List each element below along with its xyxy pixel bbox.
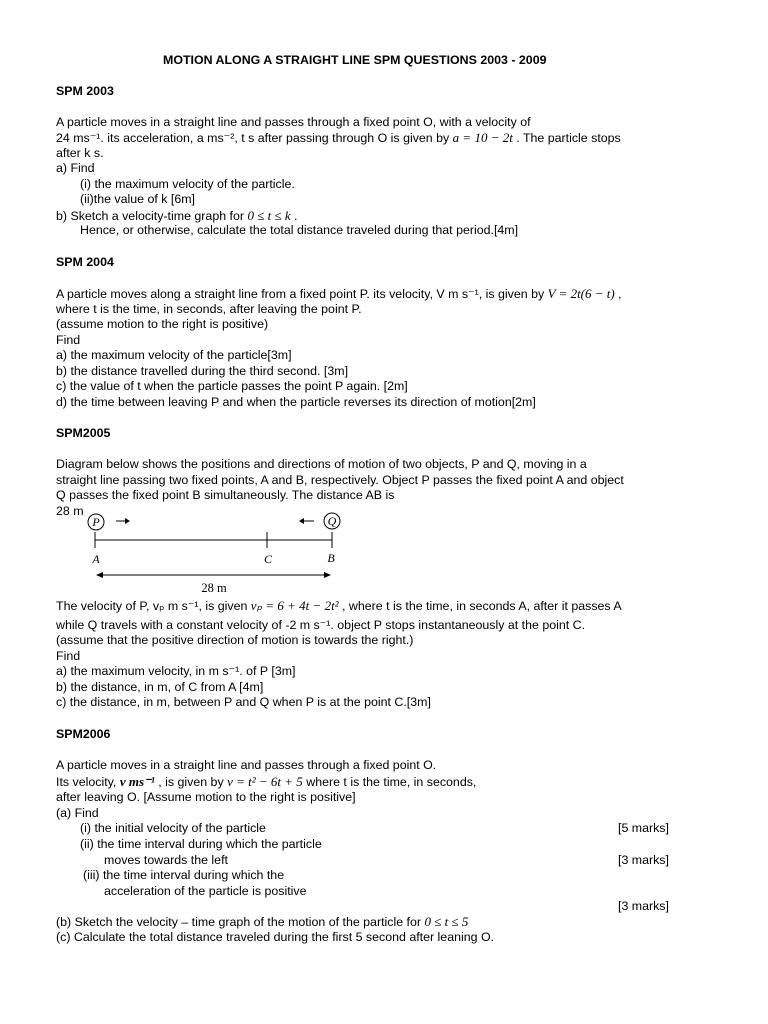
- section-heading-2005: SPM2005: [56, 426, 111, 440]
- q2006-part-a-ii: (ii) the time interval during which the particle: [80, 837, 322, 851]
- q2006-line3: after leaving O. [Assume motion to the right is positive]: [56, 790, 356, 804]
- q2004-velocity-formula: V = 2t(6 − t): [547, 286, 615, 301]
- q2006-line2: [56, 774, 476, 791]
- q2003-part-b-end: .: [290, 209, 298, 223]
- point-b-label: B: [327, 551, 335, 565]
- q2005-velocity-line2: while Q travels with a constant velocity of -2 m s⁻¹. object P stops instantaneously at the point C.: [56, 618, 586, 632]
- q2006-part-a-iii-marks: [3 marks]: [618, 899, 669, 913]
- q2003-line2-end: . The particle stops: [512, 131, 621, 145]
- q2006-part-a-iii: (iii) the time interval during which the: [83, 868, 285, 882]
- q2005-velocity-formula: vₚ = 6 + 4t − 2t²: [250, 598, 339, 613]
- q2003-range-formula: 0 ≤ t ≤ k: [247, 208, 291, 223]
- q2004-line3: (assume motion to the right is positive): [56, 317, 269, 331]
- q2006-part-b: [56, 914, 468, 931]
- q2005-v1-text: The velocity of P, vₚ m s⁻¹, is given: [56, 599, 251, 613]
- q2003-part-b-2: Hence, or otherwise, calculate the total distance traveled during that period.[4m]: [80, 223, 519, 237]
- q2004-line1-text: A particle moves along a straight line from a fixed point P. its velocity, V m s⁻¹, is given by: [56, 287, 548, 301]
- q2006-part-a-i: (i) the initial velocity of the particle: [80, 821, 266, 835]
- object-p-label: P: [92, 515, 100, 529]
- q2005-line3: Q passes the fixed point B simultaneously. The distance AB is: [56, 488, 395, 502]
- q2006-part-a: (a) Find: [56, 806, 99, 820]
- arrow-right-head: [125, 518, 130, 524]
- distance-label: 28 m: [201, 581, 227, 595]
- page-title: MOTION ALONG A STRAIGHT LINE SPM QUESTIONS 2003 - 2009: [163, 53, 547, 67]
- q2005-velocity-line1: [56, 598, 622, 615]
- q2005-line4: 28 m: [56, 504, 84, 518]
- q2006-part-a-ii-marks: [3 marks]: [618, 853, 669, 867]
- q2004-part-b: b) the distance travelled during the third second. [3m]: [56, 364, 349, 378]
- q2005-v1-end: , where t is the time, in seconds A, after it passes A: [338, 599, 622, 613]
- q2003-part-a: a) Find: [56, 161, 95, 175]
- q2004-line1-end: ,: [614, 287, 622, 301]
- section-heading-2003: SPM 2003: [56, 84, 114, 98]
- q2006-velocity-unit: v ms⁻¹: [119, 774, 155, 789]
- q2006-line1: A particle moves in a straight line and passes through a fixed point O.: [56, 758, 437, 772]
- q2005-find: Find: [56, 649, 81, 663]
- distance-arrow-right: [324, 572, 331, 578]
- point-a-label: A: [92, 552, 100, 566]
- arrow-left-head: [299, 518, 304, 524]
- q2006-part-a-iii-2: acceleration of the particle is positive: [104, 884, 307, 898]
- point-c-label: C: [263, 552, 273, 566]
- q2006-part-a-i-marks: [5 marks]: [618, 821, 669, 835]
- q2005-line1: Diagram below shows the positions and directions of motion of two objects, P and Q, moving in a: [56, 457, 587, 471]
- motion-diagram: [80, 508, 360, 598]
- q2005-part-c: c) the distance, in m, between P and Q when P is at the point C.[3m]: [56, 695, 431, 709]
- q2006-velocity-formula: v = t² − 6t + 5: [227, 774, 303, 789]
- section-heading-2006: SPM2006: [56, 727, 111, 741]
- q2003-part-b-text: b) Sketch a velocity-time graph for: [56, 209, 248, 223]
- distance-arrow-left: [96, 572, 103, 578]
- q2003-acceleration-formula: a = 10 − 2t: [452, 130, 513, 145]
- q2006-line2-end: where t is the time, in seconds,: [302, 775, 477, 789]
- q2005-velocity-line3: (assume that the positive direction of motion is towards the right.): [56, 633, 414, 647]
- q2003-line1: A particle moves in a straight line and passes through a fixed point O, with a velocity of: [56, 115, 531, 129]
- q2005-line2: straight line passing two fixed points, A and B, respectively. Object P passes the fixed point A and object: [56, 473, 624, 487]
- q2006-line2-text: Its velocity,: [56, 775, 120, 789]
- section-heading-2004: SPM 2004: [56, 255, 114, 269]
- q2004-find: Find: [56, 333, 81, 347]
- q2003-line2: [56, 130, 621, 147]
- q2006-part-a-ii-2: moves towards the left: [104, 853, 228, 867]
- q2004-line2: where t is the time, in seconds, after leaving the point P.: [56, 302, 362, 316]
- q2006-part-b-text: (b) Sketch the velocity – time graph of the motion of the particle for: [56, 915, 425, 929]
- q2004-part-c: c) the value of t when the particle passes the point P again. [2m]: [56, 379, 408, 393]
- q2004-part-a: a) the maximum velocity of the particle[3m]: [56, 348, 292, 362]
- q2005-part-b: b) the distance, in m, of C from A [4m]: [56, 680, 264, 694]
- q2006-line2-mid: , is given by: [154, 775, 228, 789]
- q2006-part-c: (c) Calculate the total distance traveled during the first 5 second after leaning O.: [56, 930, 495, 944]
- q2003-line3: after k s.: [56, 146, 104, 160]
- q2003-part-a-ii: (ii)the value of k [6m]: [80, 192, 196, 206]
- q2003-line2-text: 24 ms⁻¹. its acceleration, a ms⁻², t s after passing through O is given by: [56, 131, 453, 145]
- object-q-label: Q: [327, 514, 337, 528]
- q2003-part-a-i: (i) the maximum velocity of the particle.: [80, 177, 295, 191]
- q2004-line1: [56, 286, 622, 303]
- q2006-range-formula: 0 ≤ t ≤ 5: [424, 914, 469, 929]
- q2005-part-a: a) the maximum velocity, in m s⁻¹. of P [3m]: [56, 664, 296, 678]
- q2004-part-d: d) the time between leaving P and when the particle reverses its direction of motion[2m]: [56, 395, 536, 409]
